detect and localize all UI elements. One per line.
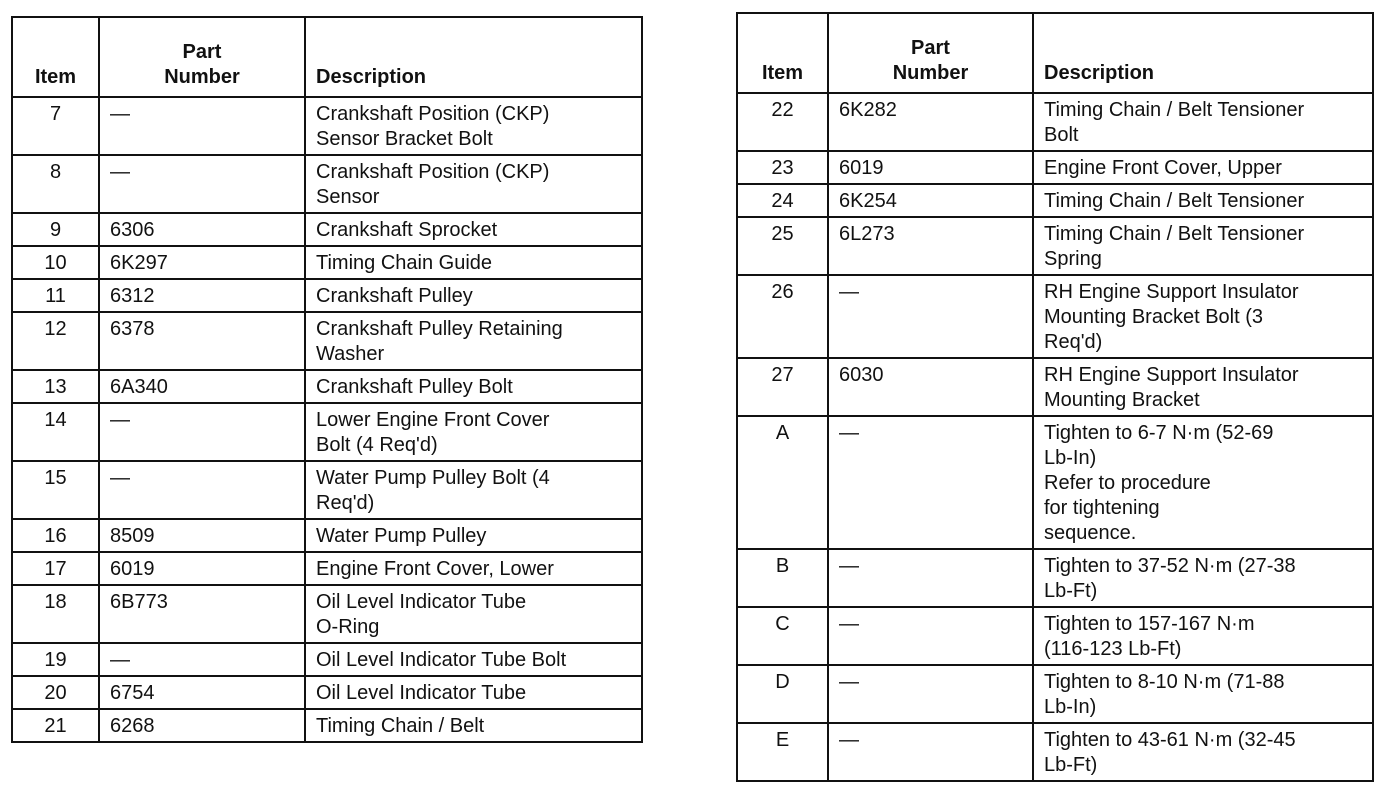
description-cell — [1033, 549, 1373, 607]
description-cell — [1033, 275, 1373, 358]
table-row — [737, 184, 1373, 217]
item-cell: 14 — [12, 403, 99, 461]
item-cell: 26 — [737, 275, 828, 358]
item-cell: 8 — [12, 155, 99, 213]
description-line: Engine Front Cover, Upper — [1044, 157, 1282, 179]
description-cell — [305, 97, 642, 155]
description-line: Refer to procedure — [1044, 472, 1211, 494]
description-line: Tighten to 8-10 N·m (71-88 — [1044, 671, 1285, 693]
table-row — [737, 549, 1373, 607]
table-row — [12, 709, 642, 742]
description-cell — [1033, 151, 1373, 184]
part-number-cell: 6030 — [828, 358, 1033, 416]
item-cell: 13 — [12, 370, 99, 403]
item-cell: 10 — [12, 246, 99, 279]
description-line: Bolt (4 Req'd) — [316, 434, 438, 456]
item-cell: 19 — [12, 643, 99, 676]
part-number-cell: — — [828, 723, 1033, 781]
part-number-cell: 6K282 — [828, 93, 1033, 151]
description-cell — [305, 552, 642, 585]
item-cell: 25 — [737, 217, 828, 275]
description-header-label: Description — [316, 66, 427, 88]
table-row — [12, 552, 642, 585]
table-row — [12, 519, 642, 552]
description-cell — [1033, 416, 1373, 549]
description-line: Crankshaft Pulley Bolt — [316, 376, 513, 398]
item-cell: 16 — [12, 519, 99, 552]
part-number-cell: 6306 — [99, 213, 305, 246]
description-cell — [305, 246, 642, 279]
description-cell — [305, 213, 642, 246]
part-number-cell: 6268 — [99, 709, 305, 742]
description-line: Water Pump Pulley — [316, 525, 487, 547]
item-cell: 15 — [12, 461, 99, 519]
description-line: Oil Level Indicator Tube — [316, 591, 527, 613]
table-row — [12, 246, 642, 279]
description-line: Sensor Bracket Bolt — [316, 128, 493, 150]
item-cell: 17 — [12, 552, 99, 585]
description-line: Tighten to 157-167 N·m — [1044, 613, 1255, 635]
description-line: Crankshaft Position (CKP) — [316, 161, 550, 183]
table-row — [737, 93, 1373, 151]
table-row — [12, 370, 642, 403]
table-header — [12, 17, 642, 97]
table-row — [12, 585, 642, 643]
description-line: Timing Chain / Belt Tensioner — [1044, 223, 1305, 245]
part-number-cell: — — [828, 607, 1033, 665]
item-cell: A — [737, 416, 828, 549]
description-line: Oil Level Indicator Tube Bolt — [316, 649, 567, 671]
part-number-cell: 6B773 — [99, 585, 305, 643]
table-row — [737, 217, 1373, 275]
table-row — [737, 416, 1373, 549]
table-row — [12, 213, 642, 246]
item-cell: 9 — [12, 213, 99, 246]
table-row — [12, 312, 642, 370]
description-line: RH Engine Support Insulator — [1044, 281, 1299, 303]
description-line: Tighten to 37-52 N·m (27-38 — [1044, 555, 1296, 577]
part-number-cell: — — [99, 155, 305, 213]
part-number-cell: — — [828, 416, 1033, 549]
description-line: Lb-Ft) — [1044, 754, 1098, 776]
table-row — [12, 676, 642, 709]
part-number-cell: — — [99, 97, 305, 155]
description-line: Crankshaft Position (CKP) — [316, 103, 550, 125]
item-cell: 20 — [12, 676, 99, 709]
description-line: Sensor — [316, 186, 380, 208]
item-cell: D — [737, 665, 828, 723]
item-column-header — [737, 13, 828, 93]
item-cell: 18 — [12, 585, 99, 643]
description-cell — [1033, 184, 1373, 217]
description-cell — [305, 155, 642, 213]
description-line: Timing Chain Guide — [316, 252, 493, 274]
description-line: Tighten to 6-7 N·m (52-69 — [1044, 422, 1274, 444]
table-row — [737, 723, 1373, 781]
description-line: RH Engine Support Insulator — [1044, 364, 1299, 386]
table-row — [737, 607, 1373, 665]
item-cell: E — [737, 723, 828, 781]
part-number-cell: 6L273 — [828, 217, 1033, 275]
part-number-cell: 6K254 — [828, 184, 1033, 217]
description-line: Crankshaft Sprocket — [316, 219, 498, 241]
table-row — [12, 403, 642, 461]
description-line: Washer — [316, 343, 385, 365]
description-cell — [305, 279, 642, 312]
part-number-cell: — — [99, 403, 305, 461]
part-header-line1: Part — [182, 41, 222, 63]
part-number-cell: — — [99, 643, 305, 676]
part-header-line2: Number — [892, 62, 969, 84]
description-line: Mounting Bracket — [1044, 389, 1200, 411]
item-cell: 23 — [737, 151, 828, 184]
table-row — [12, 643, 642, 676]
table-row — [12, 279, 642, 312]
item-cell: 11 — [12, 279, 99, 312]
part-number-column-header — [99, 17, 305, 97]
description-cell — [1033, 217, 1373, 275]
item-header-label: Item — [34, 66, 77, 88]
part-number-cell: 6312 — [99, 279, 305, 312]
item-cell: B — [737, 549, 828, 607]
description-cell — [1033, 93, 1373, 151]
description-line: (116-123 Lb-Ft) — [1044, 638, 1182, 660]
description-line: Lower Engine Front Cover — [316, 409, 550, 431]
description-cell — [305, 643, 642, 676]
description-line: Crankshaft Pulley Retaining — [316, 318, 563, 340]
table-row — [737, 275, 1373, 358]
description-line: sequence. — [1044, 522, 1137, 544]
item-cell: 21 — [12, 709, 99, 742]
description-line: Spring — [1044, 248, 1102, 270]
description-cell — [1033, 723, 1373, 781]
part-number-cell: 6K297 — [99, 246, 305, 279]
part-number-cell: 8509 — [99, 519, 305, 552]
part-number-cell: 6019 — [99, 552, 305, 585]
description-line: Engine Front Cover, Lower — [316, 558, 554, 580]
item-cell: 24 — [737, 184, 828, 217]
parts-table-right — [736, 12, 1374, 782]
description-cell — [305, 585, 642, 643]
table-row — [737, 665, 1373, 723]
description-cell — [305, 461, 642, 519]
description-cell — [1033, 358, 1373, 416]
description-line: Lb-Ft) — [1044, 580, 1098, 602]
description-line: Tighten to 43-61 N·m (32-45 — [1044, 729, 1296, 751]
description-column-header — [1033, 13, 1373, 93]
description-line: Req'd) — [316, 492, 375, 514]
description-line: Timing Chain / Belt Tensioner — [1044, 190, 1305, 212]
table-row — [737, 151, 1373, 184]
description-line: Lb-In) — [1044, 696, 1097, 718]
description-header-label: Description — [1044, 62, 1155, 84]
table-row — [12, 155, 642, 213]
item-header-label: Item — [761, 62, 804, 84]
description-line: Crankshaft Pulley — [316, 285, 473, 307]
part-number-cell: 6378 — [99, 312, 305, 370]
description-line: Timing Chain / Belt Tensioner — [1044, 99, 1305, 121]
part-number-cell: 6019 — [828, 151, 1033, 184]
description-line: Mounting Bracket Bolt (3 — [1044, 306, 1263, 328]
table-row — [737, 358, 1373, 416]
item-cell: 27 — [737, 358, 828, 416]
description-line: O-Ring — [316, 616, 380, 638]
item-cell: 12 — [12, 312, 99, 370]
part-header-line2: Number — [164, 66, 240, 88]
description-cell — [305, 312, 642, 370]
description-line: Water Pump Pulley Bolt (4 — [316, 467, 550, 489]
part-number-cell: 6A340 — [99, 370, 305, 403]
table-header — [737, 13, 1373, 93]
item-cell: 7 — [12, 97, 99, 155]
description-cell — [1033, 607, 1373, 665]
description-line: Timing Chain / Belt — [316, 715, 485, 737]
description-line: Oil Level Indicator Tube — [316, 682, 527, 704]
part-number-cell: — — [99, 461, 305, 519]
part-number-cell: — — [828, 275, 1033, 358]
description-line: for tightening — [1044, 497, 1160, 519]
item-column-header — [12, 17, 99, 97]
part-number-cell: 6754 — [99, 676, 305, 709]
description-cell — [305, 709, 642, 742]
table-row — [12, 97, 642, 155]
part-number-cell: — — [828, 665, 1033, 723]
item-cell: C — [737, 607, 828, 665]
description-cell — [305, 519, 642, 552]
parts-table-left — [11, 16, 643, 743]
part-number-cell: — — [828, 549, 1033, 607]
description-cell — [305, 403, 642, 461]
description-line: Lb-In) — [1044, 447, 1097, 469]
item-cell: 22 — [737, 93, 828, 151]
description-line: Req'd) — [1044, 331, 1103, 353]
description-column-header — [305, 17, 642, 97]
table-row — [12, 461, 642, 519]
description-cell — [305, 370, 642, 403]
description-cell — [305, 676, 642, 709]
description-cell — [1033, 665, 1373, 723]
part-number-column-header — [828, 13, 1033, 93]
part-header-line1: Part — [911, 37, 950, 59]
description-line: Bolt — [1044, 124, 1079, 146]
